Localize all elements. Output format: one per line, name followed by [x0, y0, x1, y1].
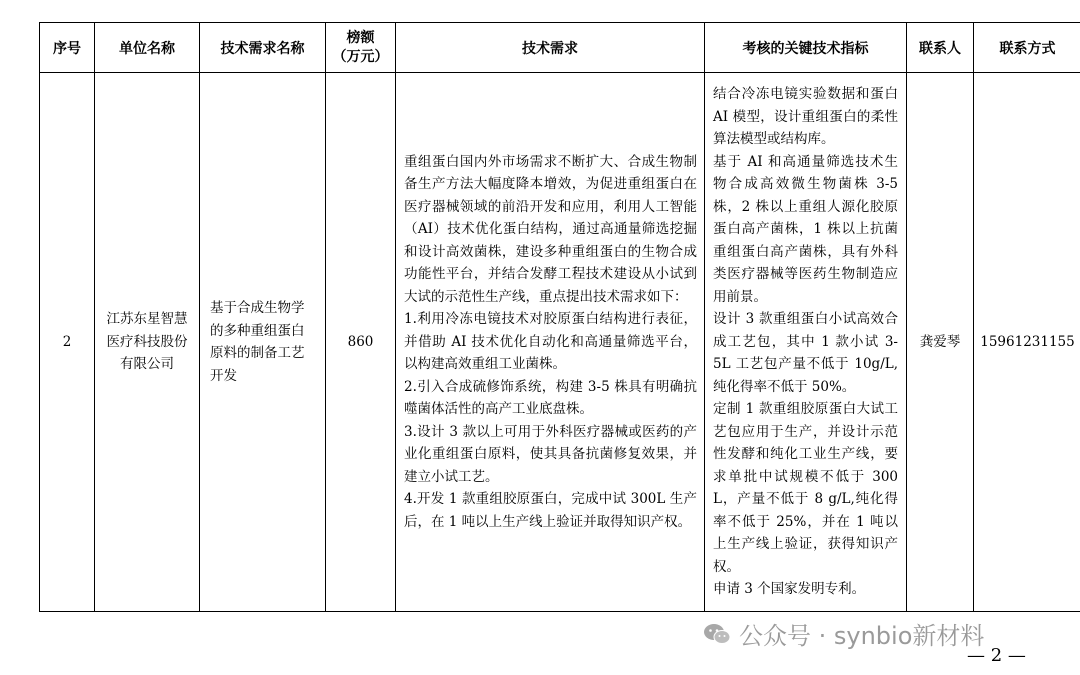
- requirement-item-3: 3.设计 3 款以上可用于外科医疗器械或医药的产业化重组蛋白原料，使其具备抗菌修复效果，并建立小试工艺。: [404, 423, 697, 485]
- wechat-icon: [703, 623, 731, 645]
- cell-unit: 江苏东星智慧医疗科技股份有限公司: [95, 73, 200, 612]
- indicator-3: 设计 3 款重组蛋白小试高效合成工艺包，其中 1 款小试 3-5L 工艺包产量不低于 10g/L,纯化得率不低于 50%。: [713, 311, 898, 395]
- requirement-item-1: 1.利用冷冻电镜技术对胶原蛋白结构进行表征，并借助 AI 技术优化自动化和高通量筛选平台，以构建高效重组工业菌株。: [404, 311, 697, 373]
- indicator-4: 定制 1 款重组胶原蛋白大试工艺包应用于生产，并设计示范性发酵和纯化工业生产线，要求单批中试规模不低于 300 L，产量不低于 8 g/L,纯化得率不低于 25%，并在 1 吨以上生产线上验证，获得知识产权。: [713, 401, 898, 575]
- header-amount: 榜额 （万元）: [326, 23, 396, 73]
- indicator-2: 基于 AI 和高通量筛选技术生物合成高效微生物菌株 3-5 株，2 株以上重组人源化胶原蛋白高产菌株，1 株以上抗菌重组蛋白高产菌株，具有外科类医疗器械等医药生物制造应用前景。: [713, 153, 898, 305]
- requirement-item-2: 2.引入合成硫修饰系统，构建 3-5 株具有明确抗噬菌体活性的高产工业底盘株。: [404, 378, 697, 418]
- table-row: [40, 73, 1080, 612]
- cell-seq: 2: [40, 73, 95, 612]
- indicator-1: 结合冷冻电镜实验数据和蛋白 AI 模型，设计重组蛋白的柔性算法模型或结构库。: [713, 86, 898, 148]
- cell-requirement: [396, 73, 705, 612]
- wechat-watermark: [703, 616, 984, 651]
- header-unit: 单位名称: [95, 23, 200, 73]
- indicator-5: 申请 3 个国家发明专利。: [713, 581, 866, 598]
- tech-demand-table: [39, 22, 1080, 612]
- header-contact: 联系人: [907, 23, 974, 73]
- header-requirement: 技术需求: [396, 23, 705, 73]
- watermark-text: 公众号 · synbio新材料: [739, 622, 985, 650]
- header-seq: 序号: [40, 23, 95, 73]
- header-row: [40, 23, 1080, 73]
- header-tech-name: 技术需求名称: [200, 23, 326, 73]
- cell-indicators: [705, 73, 907, 612]
- header-phone: 联系方式: [974, 23, 1080, 73]
- requirement-item-4: 4.开发 1 款重组胶原蛋白，完成中试 300L 生产后，在 1 吨以上生产线上验证并取得知识产权。: [404, 491, 697, 530]
- cell-tech-name: 基于合成生物学的多种重组蛋白原料的制备工艺开发: [200, 73, 326, 612]
- requirement-intro: 重组蛋白国内外市场需求不断扩大、合成生物制备生产方法大幅度降本增效，为促进重组蛋白在医疗器械领域的前沿开发和应用，利用人工智能（AI）技术优化蛋白结构，通过高通量筛选挖掘和设计高效菌株，建设多种重组蛋白的生物合成功能性平台，并结合发酵工程技术建设从小试到大试的示范性生产线，重点提出技术需求如下：: [404, 153, 697, 305]
- cell-amount: 860: [326, 73, 396, 612]
- header-indicators: 考核的关键技术指标: [705, 23, 907, 73]
- cell-contact: 龚爱琴: [907, 73, 974, 612]
- cell-phone: 15961231155: [974, 73, 1080, 612]
- page-number: — 2 —: [967, 645, 1026, 666]
